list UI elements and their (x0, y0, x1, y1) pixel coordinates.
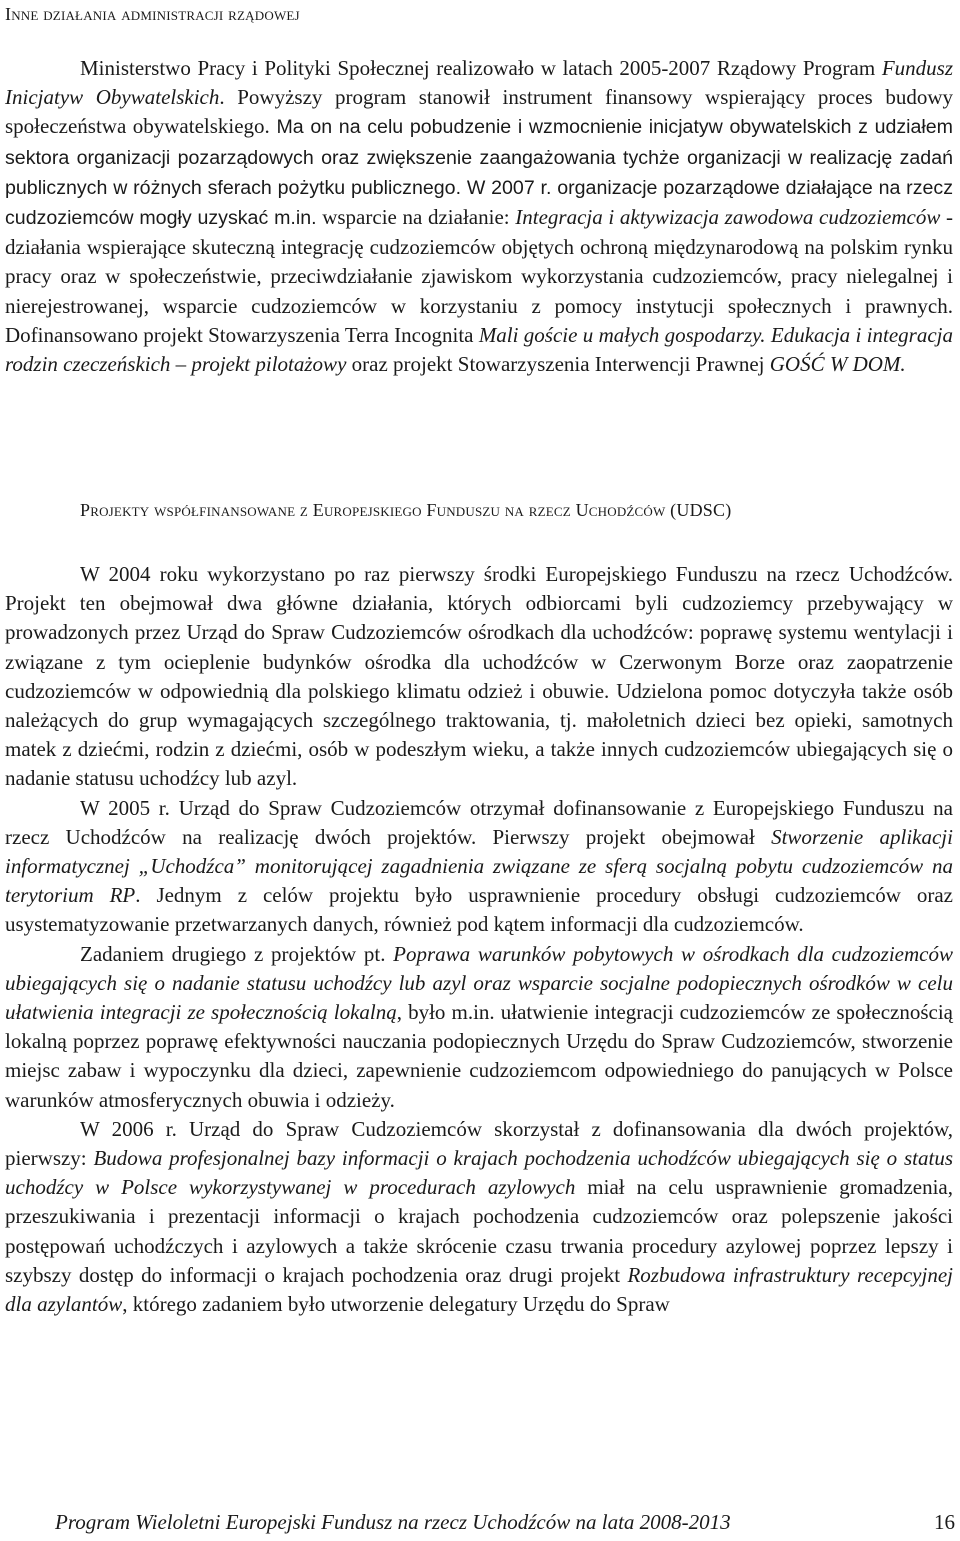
section-heading: Projekty współfinansowane z Europejskiego Funduszu na rzecz Uchodźców (UDSC) (80, 500, 732, 520)
page-number: 16 (934, 1510, 955, 1534)
section-inne-dzialania (5, 0, 953, 379)
body-paragraph: Ministerstwo Pracy i Polityki Społecznej realizowało w latach 2005-2007 Rządowy Program Fundusz Inicjatyw Obywatelskich. Powyższy program stanowił instrument finansowy wspierający proces budowy społeczeństwa obywatelskiego. Ma on na celu pobudzenie i wzmocnienie inicjatyw obywatelskich z udziałem sektora organizacji pozarządowych oraz zwiększenie zaangażowania tychże organizacji w realizację zadań publicznych w różnych sferach pożytku publicznego. W 2007 r. organizacje pozarządowe działające na rzecz cudzoziemców mogły uzyskać m.in. wsparcie na działanie: Integracja i aktywizacja zawodowa cudzoziemców - działania wspierające skuteczną integrację cudzoziemców objętych ochroną międzynarodową na polskim rynku pracy oraz w społeczeństwie, przeciwdziałanie zjawiskom wykorzystania cudzoziemców, pracy nielegalnej i nierejestrowanej, wsparcie cudzoziemców w korzystaniu z pomocy instytucji społecznych i prawnych. Dofinansowano projekt Stowarzyszenia Terra Incognita Mali goście u małych gospodarzy. Edukacja i integracja rodzin czeczeńskich – projekt pilotażowy oraz projekt Stowarzyszenia Interwencji Prawnej GOŚĆ W DOM. (5, 56, 954, 377)
section-heading: Inne działania administracji rządowej (5, 4, 300, 24)
page-footer (55, 1510, 955, 1535)
body-paragraph: W 2004 roku wykorzystano po raz pierwszy środki Europejskiego Funduszu na rzecz Uchodźców. Projekt ten obejmował dwa główne działania, których odbiorcami byli cudzoziemcy przebywający w prowadzonych przez Urząd do Spraw Cudzoziemców ośrodkach dla uchodźców: poprawę systemu wentylacji i związane z tym ocieplenie budynków ośrodka dla uchodźców w Czerwonym Borze oraz zaopatrzenie cudzoziemców w odpowiednią dla polskiego klimatu odzież i obuwie. Udzielona pomoc dotyczyła także osób należących do grup wymagających szczególnego traktowania, tj. małoletnich dzieci bez opieki, samotnych matek z dziećmi, rodzin z dziećmi, osób w podeszłym wieku, a także innych cudzoziemców ubiegających się o nadanie statusu uchodźcy lub azyl. (5, 562, 953, 791)
body-paragraph: Zadaniem drugiego z projektów pt. Poprawa warunków pobytowych w ośrodkach dla cudzoziemców ubiegających się o nadanie statusu uchodźcy lub azyl oraz wsparcie socjalne podopiecznych ośrodków w celu ułatwienia integracji ze społecznością lokalną, było m.in. ułatwienie integracji cudzoziemców ze społecznością lokalną poprzez poprawę efektywności nauczania podopiecznych Urzędu do Spraw Cudzoziemców, stworzenie miejsc zabaw i wypoczynku dla dzieci, zapewnienie cudzoziemcom odpowiedniego do panujących w Polsce warunków atmosferycznych obuwia i odzieży. (5, 941, 953, 1112)
footer-title: Program Wieloletni Europejski Fundusz na rzecz Uchodźców na lata 2008-2013 (55, 1510, 731, 1534)
body-paragraph: W 2006 r. Urząd do Spraw Cudzoziemców skorzystał z dofinansowania dla dwóch projektów, pierwszy: Budowa profesjonalnej bazy informacji o krajach pochodzenia uchodźców ubiegających się o status uchodźcy w Polsce wykorzystywanej w procedurach azylowych miał na celu usprawnienie gromadzenia, przeszukiwania i prezentacji informacji o krajach pochodzenia cudzoziemców oraz polepszenie jakości postępowań uchodźczych i azylowych a także skrócenie czasu trwania procedury azylowej poprzez lepszy i szybszy dostęp do informacji o krajach pochodzenia oraz drugi projekt Rozbudowa infrastruktury recepcyjnej dla azylantów, którego zadaniem było utworzenie delegatury Urzędu do Spraw (5, 1116, 954, 1317)
section-projekty-efu (5, 490, 953, 1319)
body-paragraph: W 2005 r. Urząd do Spraw Cudzoziemców otrzymał dofinansowanie z Europejskiego Funduszu na rzecz Uchodźców na realizację dwóch projektów. Pierwszy projekt obejmował Stworzenie aplikacji informatycznej „Uchodźca” monitorującej zagadnienia związane ze sferą socjalną pobytu cudzoziemców na terytorium RP. Jednym z celów projektu było usprawnienie procedury obsługi cudzoziemców oraz usystematyzowanie przetwarzanych danych, również pod kątem informacji dla cudzoziemców. (5, 795, 953, 937)
